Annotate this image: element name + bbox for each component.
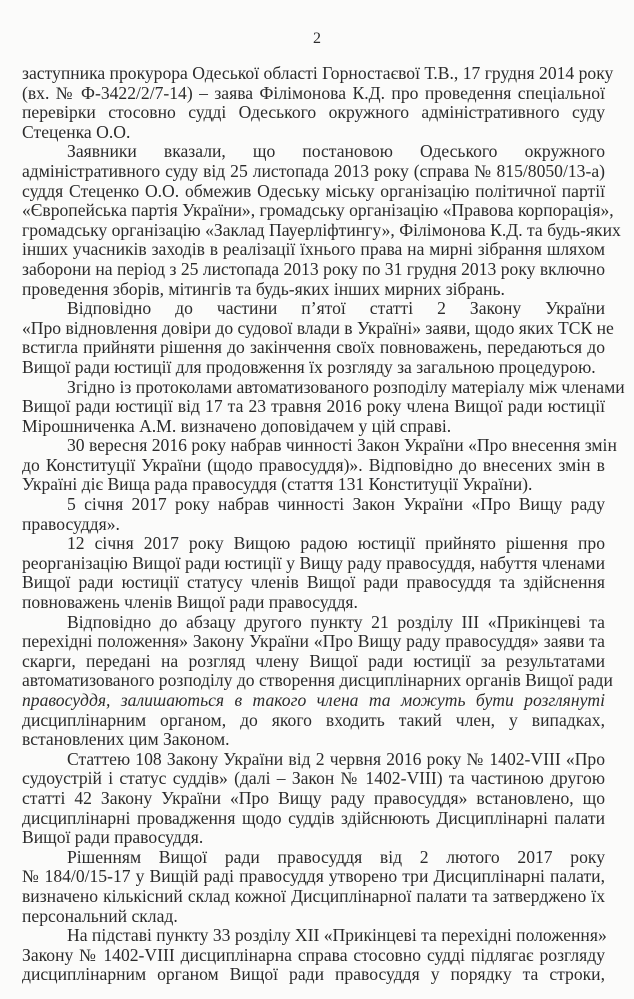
text-line: дисциплінарним органом, до якого входить такий член, у випадках, — [22, 709, 605, 730]
text-line: проведення зборів, мітингів та будь-яких інших мирних зібрань. — [22, 278, 505, 299]
text-line: автоматизованого розподілу до створення дисциплінарних органів Вищої ради — [22, 670, 613, 691]
text-line: адміністративного суду від 25 листопада 2013 року (справа № 815/8050/13-а) — [22, 160, 605, 181]
text-line: Вищої ради юстиції для продовження їх розгляду за загальною процедурою. — [22, 356, 596, 377]
page-number: 2 — [313, 30, 321, 47]
text-line: громадську організацію «Заклад Пауерліфтингу», Філімонова К.Д. та будь-яких — [22, 219, 621, 240]
text-line: Рішенням Вищої ради правосуддя від 2 лютого 2017 року — [67, 846, 605, 867]
text-line: Статтею 108 Закону України від 2 червня 2016 року № 1402-VIII «Про — [67, 748, 605, 769]
text-line: Закону № 1402-VIII дисциплінарна справа стосовно судді підлягає розгляду — [22, 944, 605, 965]
text-line: Заявники вказали, що постановою Одеського окружного — [67, 141, 605, 162]
text-line: Відповідно до абзацу другого пункту 21 розділу ІІІ «Прикінцеві та — [67, 611, 605, 632]
text-line: № 184/0/15-17 у Вищій раді правосуддя утворено три Дисциплінарні палати, — [22, 866, 605, 887]
text-line: Згідно із протоколами автоматизованого розподілу матеріалу між членами — [67, 376, 625, 397]
text-line: «Європейська партія України», громадську організацію «Правова корпорація», — [22, 200, 614, 221]
text-line: заборони на період з 25 листопада 2013 року по 31 грудня 2013 року включно — [22, 258, 605, 279]
text-line: інших учасників заходів в реалізації їхнього права на мирні зібрання шляхом — [22, 239, 605, 260]
text-line: Стеценка О.О. — [22, 121, 131, 142]
text-line: дисциплінарні провадження щодо суддів здійснюють Дисциплінарні палати — [22, 807, 605, 828]
text-line: Вищої ради юстиції статусу членів Вищої ради правосуддя та здійснення — [22, 572, 605, 593]
text-line: Вищої ради юстиції від 17 та 23 травня 2016 року члена Вищої ради юстиції — [22, 396, 605, 417]
document-body — [22, 63, 625, 985]
text-line: Україні діє Вища рада правосуддя (стаття 131 Конституції України). — [22, 474, 533, 495]
text-line: 30 вересня 2016 року набрав чинності Закон України «Про внесення змін — [67, 435, 617, 456]
text-line: реорганізацію Вищої ради юстиції у Вищу раду правосуддя, набуття членами — [22, 552, 605, 573]
text-line: перевірки стосовно судді Одеського окружного адміністративного суду — [22, 102, 605, 123]
text-line: «Про відновлення довіри до судової влади в Україні» заяви, щодо яких ТСК не — [22, 317, 614, 338]
text-line: судоустрій і статус суддів» (далі – Закон № 1402-VIII) та частиною другою — [22, 768, 605, 789]
text-line: Відповідно до частини п’ятої статті 2 Закону України — [67, 298, 605, 319]
text-line: встановлених цим Законом. — [22, 729, 230, 750]
text-line: перехідні положення» Закону України «Про Вищу раду правосуддя» заяви та — [22, 631, 605, 652]
text-line: встигла прийняти рішення до закінчення своїх повноважень, передаються до — [22, 337, 605, 358]
text-line: 5 січня 2017 року набрав чинності Закон України «Про Вищу раду — [67, 494, 605, 515]
text-line: правосуддя, залишаються в такого члена та можуть бути розглянуті — [22, 690, 605, 710]
text-line: визначено кількісний склад кожної Дисциплінарної палати та затверджено їх — [22, 885, 605, 906]
text-line: статті 42 Закону України «Про Вищу раду правосуддя» встановлено, що — [22, 787, 605, 808]
text-line: Вищої ради правосуддя. — [22, 827, 204, 848]
text-line: На підставі пункту 33 розділу ХІІ «Прикінцеві та перехідні положення» — [67, 925, 607, 946]
text-line: (вх. № Ф-3422/2/7-14) – заява Філімонова К.Д. про проведення спеціальної — [22, 82, 605, 103]
text-line: Мірошниченка А.М. визначено доповідачем у цій справі. — [22, 415, 452, 436]
text-line: повноважень членів Вищої ради правосуддя. — [22, 592, 358, 613]
text-line: персональний склад. — [22, 905, 178, 926]
text-line: до Конституції України (щодо правосуддя)». Відповідно до внесених змін в — [22, 454, 605, 475]
text-line: дисциплінарним органом Вищої ради правосуддя у порядку та строки, — [22, 964, 605, 985]
text-line: 12 січня 2017 року Вищою радою юстиції прийнято рішення про — [67, 533, 605, 554]
text-line: суддя Стеценко О.О. обмежив Одеську міську організацію політичної партії — [22, 180, 605, 201]
text-line: правосуддя». — [22, 513, 120, 534]
text-line: заступника прокурора Одеської області Горностаєвої Т.В., 17 грудня 2014 року — [22, 63, 614, 83]
text-line: скарги, передані на розгляд члену Вищої ради юстиції за результатами — [22, 650, 605, 671]
